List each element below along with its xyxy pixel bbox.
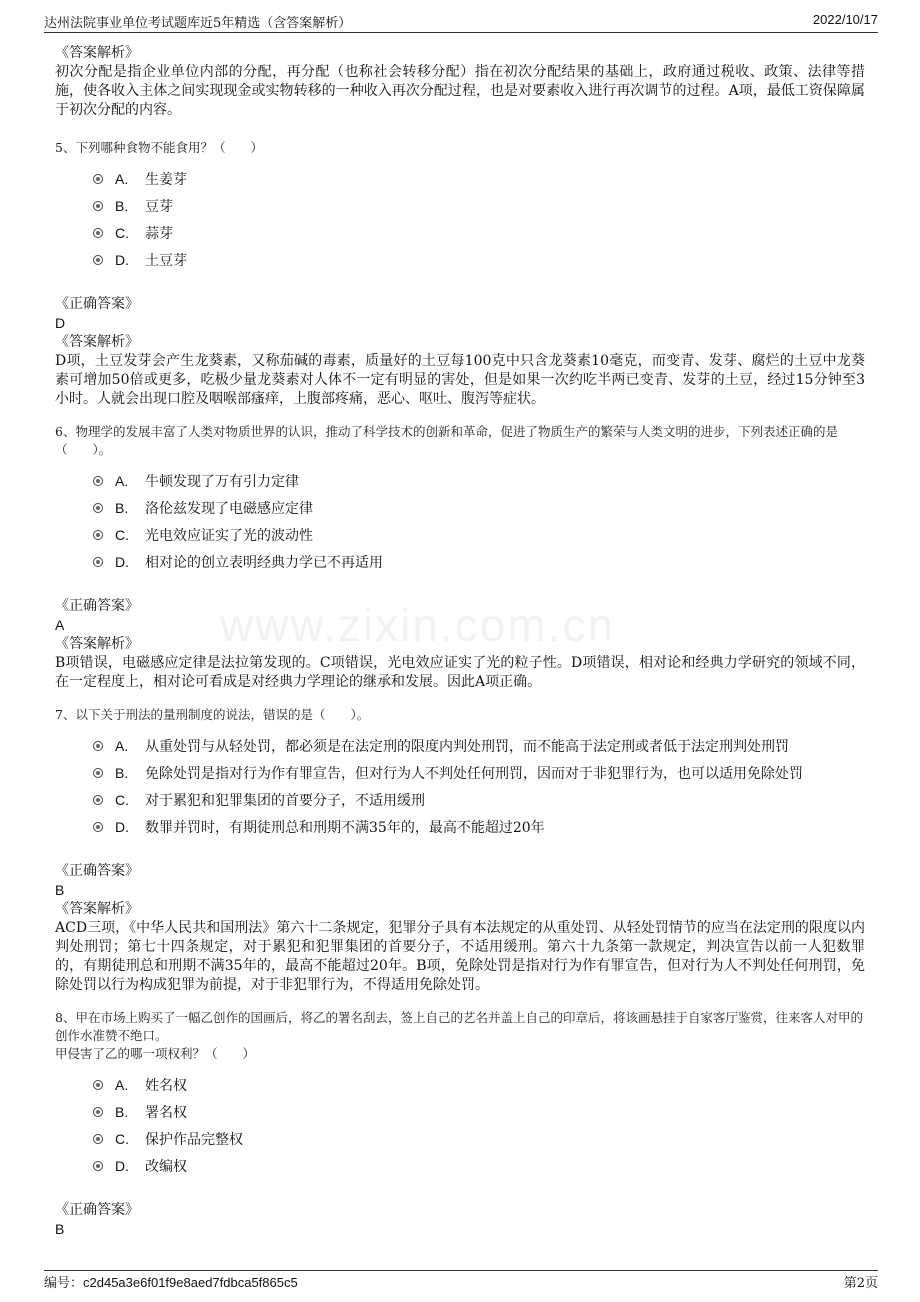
option-a[interactable] bbox=[93, 467, 865, 494]
option-text: 豆芽 bbox=[145, 198, 173, 215]
option-text: 相对论的创立表明经典力学已不再适用 bbox=[145, 554, 383, 571]
analysis-text: D项，土豆发芽会产生龙葵素，又称茄碱的毒素，质量好的土豆每100克中只含龙葵素10毫克，而变青、发芽、腐烂的土豆中龙葵素可增加50倍或更多，吃极少量龙葵素对人体不一定有明显的害处，但是如果一次约吃半两已变青、发芽的土豆，经过15分钟至3小时。人就会出现口腔及咽喉部瘙痒，上腹部疼痛，恶心、呕吐、腹泻等症状。 bbox=[55, 353, 865, 407]
radio-icon[interactable] bbox=[93, 228, 103, 238]
option-letter: C. bbox=[115, 224, 129, 241]
correct-answer-label: 《正确答案》 bbox=[55, 863, 139, 879]
correct-answer-label: 《正确答案》 bbox=[55, 1202, 139, 1218]
radio-icon[interactable] bbox=[93, 768, 103, 778]
analysis-label: 《答案解析》 bbox=[55, 45, 139, 61]
radio-icon[interactable] bbox=[93, 822, 103, 832]
option-list bbox=[93, 165, 865, 273]
radio-icon[interactable] bbox=[93, 1080, 103, 1090]
option-a[interactable] bbox=[93, 732, 865, 759]
radio-icon[interactable] bbox=[93, 1107, 103, 1117]
radio-icon[interactable] bbox=[93, 476, 103, 486]
correct-answer: D bbox=[55, 315, 66, 331]
option-text: 蒜芽 bbox=[145, 225, 173, 242]
option-text: 从重处罚与从轻处罚，都必须是在法定刑的限度内判处刑罚，而不能高于法定刑或者低于法定刑判处刑罚 bbox=[145, 738, 789, 755]
code-value: c2d45a3e6f01f9e8aed7fdbca5f865c5 bbox=[83, 1275, 298, 1290]
page-number: 第2页 bbox=[843, 1276, 878, 1291]
option-text: 署名权 bbox=[145, 1104, 187, 1121]
option-text: 光电效应证实了光的波动性 bbox=[145, 527, 313, 544]
radio-icon[interactable] bbox=[93, 1161, 103, 1171]
option-text: 免除处罚是指对行为作有罪宣告，但对行为人不判处任何刑罚，因而对于非犯罪行为，也可以适用免除处罚 bbox=[145, 765, 803, 782]
option-letter: B. bbox=[115, 1103, 129, 1120]
option-d[interactable] bbox=[93, 246, 865, 273]
option-text: 牛顿发现了万有引力定律 bbox=[145, 473, 299, 490]
option-a[interactable] bbox=[93, 165, 865, 192]
option-a[interactable] bbox=[93, 1071, 865, 1098]
option-list bbox=[93, 732, 865, 840]
analysis-text: ACD三项，《中华人民共和国刑法》第六十二条规定，犯罪分子具有本法规定的从重处罚、从轻处罚情节的应当在法定刑的限度以内判处刑罚；第七十四条规定，对于累犯和犯罪集团的首要分子，不适用缓刑。第六十九条第一款规定，判决宣告以前一人犯数罪的，有期徒刑总和刑期不满35年的，最高不能超过20年。B项，免除处罚是指对行为作有罪宣告，但对行为人不判处任何刑罚，免除处罚以行为构成犯罪为前提，对于非犯罪行为，不得适用免除处罚。 bbox=[55, 920, 865, 993]
option-b[interactable] bbox=[93, 759, 865, 786]
radio-icon[interactable] bbox=[93, 503, 103, 513]
option-c[interactable] bbox=[93, 521, 865, 548]
footer-divider bbox=[44, 1270, 878, 1271]
option-b[interactable] bbox=[93, 1098, 865, 1125]
option-list bbox=[93, 1071, 865, 1179]
radio-icon[interactable] bbox=[93, 795, 103, 805]
option-text: 数罪并罚时，有期徒刑总和刑期不满35年的，最高不能超过20年 bbox=[145, 819, 545, 836]
question-prompt: 甲侵害了乙的哪一项权利？（ ） bbox=[55, 1046, 256, 1061]
option-text: 土豆芽 bbox=[145, 252, 187, 269]
radio-icon[interactable] bbox=[93, 201, 103, 211]
option-d[interactable] bbox=[93, 813, 865, 840]
option-letter: D. bbox=[115, 1157, 129, 1174]
option-letter: C. bbox=[115, 791, 129, 808]
option-text: 姓名权 bbox=[145, 1077, 187, 1094]
option-letter: C. bbox=[115, 1130, 129, 1147]
question-5 bbox=[55, 139, 865, 409]
option-list bbox=[93, 467, 865, 575]
option-letter: B. bbox=[115, 197, 129, 214]
analysis-label: 《答案解析》 bbox=[55, 334, 139, 350]
question-text: 6、物理学的发展丰富了人类对物质世界的认识，推动了科学技术的创新和革命，促进了物质生产的繁荣与人类文明的进步，下列表述正确的是（ ）。 bbox=[55, 424, 838, 457]
radio-icon[interactable] bbox=[93, 741, 103, 751]
correct-answer-label: 《正确答案》 bbox=[55, 296, 139, 312]
header-date: 2022/10/17 bbox=[812, 12, 878, 27]
header-divider bbox=[44, 32, 878, 33]
radio-icon[interactable] bbox=[93, 557, 103, 567]
analysis-label: 《答案解析》 bbox=[55, 636, 139, 652]
option-letter: A. bbox=[115, 737, 129, 754]
option-b[interactable] bbox=[93, 192, 865, 219]
question-text: 8、甲在市场上购买了一幅乙创作的国画后，将乙的署名刮去，签上自己的艺名并盖上自己的印章后，将该画悬挂于自家客厅鉴赏，往来客人对甲的创作水准赞不绝口。 bbox=[55, 1010, 863, 1043]
correct-answer: B bbox=[55, 882, 65, 898]
option-letter: B. bbox=[115, 499, 129, 516]
option-c[interactable] bbox=[93, 1125, 865, 1152]
radio-icon[interactable] bbox=[93, 530, 103, 540]
option-letter: B. bbox=[115, 764, 129, 781]
option-text: 对于累犯和犯罪集团的首要分子，不适用缓刑 bbox=[145, 792, 425, 809]
radio-icon[interactable] bbox=[93, 1134, 103, 1144]
option-letter: C. bbox=[115, 526, 129, 543]
option-text: 改编权 bbox=[145, 1158, 187, 1175]
page-content bbox=[55, 44, 865, 1239]
option-text: 保护作品完整权 bbox=[145, 1131, 243, 1148]
document-code bbox=[44, 1272, 298, 1291]
radio-icon[interactable] bbox=[93, 255, 103, 265]
correct-answer-label: 《正确答案》 bbox=[55, 598, 139, 614]
option-letter: A. bbox=[115, 472, 129, 489]
option-b[interactable] bbox=[93, 494, 865, 521]
option-d[interactable] bbox=[93, 548, 865, 575]
page-header bbox=[44, 12, 878, 34]
analysis-text: B项错误，电磁感应定律是法拉第发现的。C项错误，光电效应证实了光的粒子性。D项错误，相对论和经典力学研究的领域不同，在一定程度上，相对论可看成是对经典力学理论的继承和发展。因此A项正确。 bbox=[55, 655, 865, 690]
option-d[interactable] bbox=[93, 1152, 865, 1179]
correct-answer: B bbox=[55, 1221, 65, 1237]
option-letter: D. bbox=[115, 818, 129, 835]
option-letter: D. bbox=[115, 553, 129, 570]
code-label: 编号： bbox=[44, 1276, 84, 1291]
option-letter: A. bbox=[115, 1076, 129, 1093]
radio-icon[interactable] bbox=[93, 174, 103, 184]
question-8 bbox=[55, 1009, 865, 1239]
question-6 bbox=[55, 423, 865, 692]
option-c[interactable] bbox=[93, 786, 865, 813]
option-letter: D. bbox=[115, 251, 129, 268]
question-7 bbox=[55, 706, 865, 995]
option-text: 洛伦兹发现了电磁感应定律 bbox=[145, 500, 313, 517]
correct-answer: A bbox=[55, 617, 65, 633]
option-text: 生姜芽 bbox=[145, 171, 187, 188]
question-text: 5、下列哪种食物不能食用？（ ） bbox=[55, 140, 263, 155]
watermark: www.zixin.com.cn bbox=[220, 599, 615, 651]
option-letter: A. bbox=[115, 170, 129, 187]
document-title: 达州法院事业单位考试题库近5年精选（含答案解析） bbox=[44, 16, 352, 31]
analysis-text: 初次分配是指企业单位内部的分配，再分配（也称社会转移分配）指在初次分配结果的基础上，政府通过税收、政策、法律等措施，使各收入主体之间实现现金或实物转移的一种收入再次分配过程，也是对要素收入进行再次调节的过程。A项，最低工资保障属于初次分配的内容。 bbox=[55, 64, 865, 118]
option-c[interactable] bbox=[93, 219, 865, 246]
question-text: 7、以下关于刑法的量刑制度的说法，错误的是（ ）。 bbox=[55, 707, 370, 722]
analysis-label: 《答案解析》 bbox=[55, 901, 139, 917]
